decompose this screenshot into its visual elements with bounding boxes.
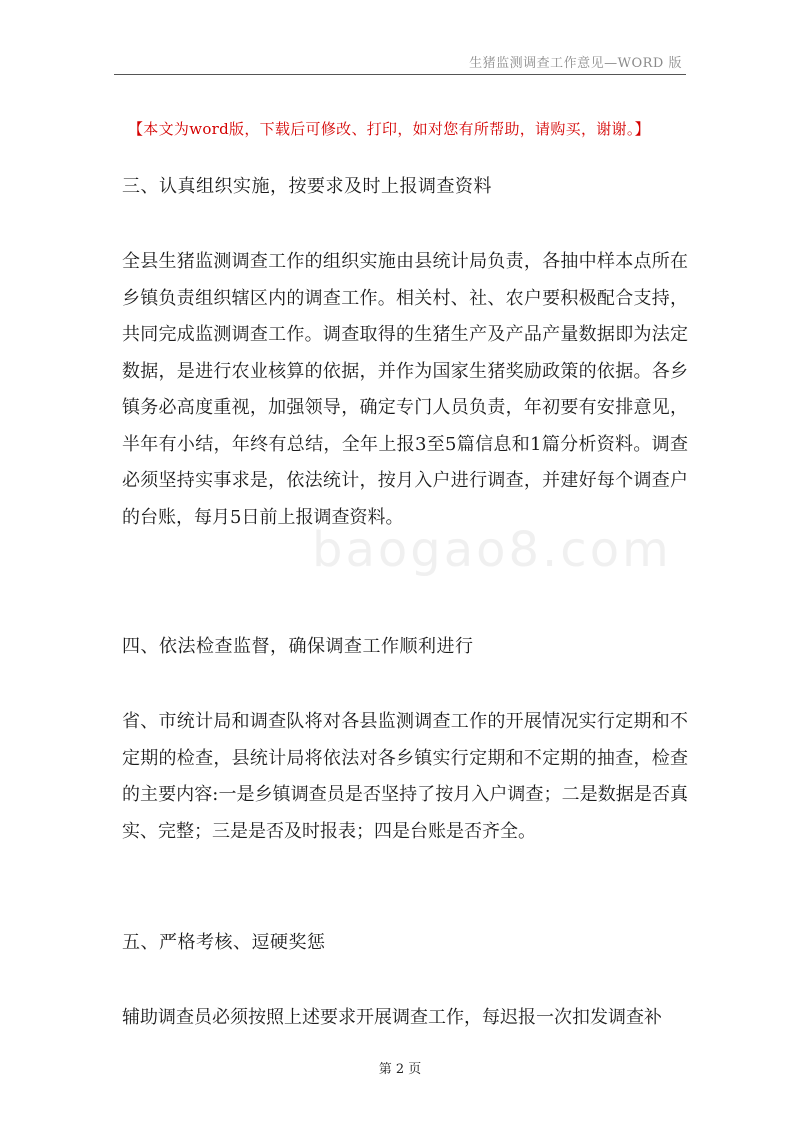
page-number: 第 2 页	[378, 1062, 422, 1077]
section-heading-5: 五、严格考核、逗硬奖惩	[122, 932, 326, 953]
running-header: 生猪监测调查工作意见—WORD 版	[469, 56, 682, 71]
download-notice: 【本文为word版，下载后可修改、打印，如对您有所帮助，请购买，谢谢。】	[128, 120, 650, 138]
section-body-4: 省、市统计局和调查队将对各县监测调查工作的开展情况实行定期和不定期的检查，县统计局将依法对各乡镇实行定期和不定期的抽查，检查的主要内容:一是乡镇调查员是否坚持了按月入户调查；二是数据是否真实、完整；三是是否及时报表；四是台账是否齐全。	[122, 711, 688, 842]
section-heading-4: 四、依法检查监督，确保调查工作顺利进行	[122, 636, 474, 657]
header-divider	[114, 74, 686, 75]
watermark: baogao8.com	[312, 522, 672, 578]
section-body-3: 全县生猪监测调查工作的组织实施由县统计局负责，各抽中样本点所在乡镇负责组织辖区内的调查工作。相关村、社、农户要积极配合支持，共同完成监测调查工作。调查取得的生猪生产及产品产量数据即为法定数据，是进行农业核算的依据，并作为国家生猪奖励政策的依据。各乡镇务必高度重视，加强领导，确定专门人员负责，年初要有安排意见，半年有小结，年终有总结，全年上报3至5篇信息和1篇分析资料。调查必须坚持实事求是，依法统计，按月入户进行调查，并建好每个调查户的台账，每月5日前上报调查资料。	[122, 251, 688, 528]
section-heading-3: 三、认真组织实施，按要求及时上报调查资料	[122, 176, 492, 197]
section-body-5: 辅助调查员必须按照上述要求开展调查工作，每迟报一次扣发调查补	[122, 1007, 662, 1028]
